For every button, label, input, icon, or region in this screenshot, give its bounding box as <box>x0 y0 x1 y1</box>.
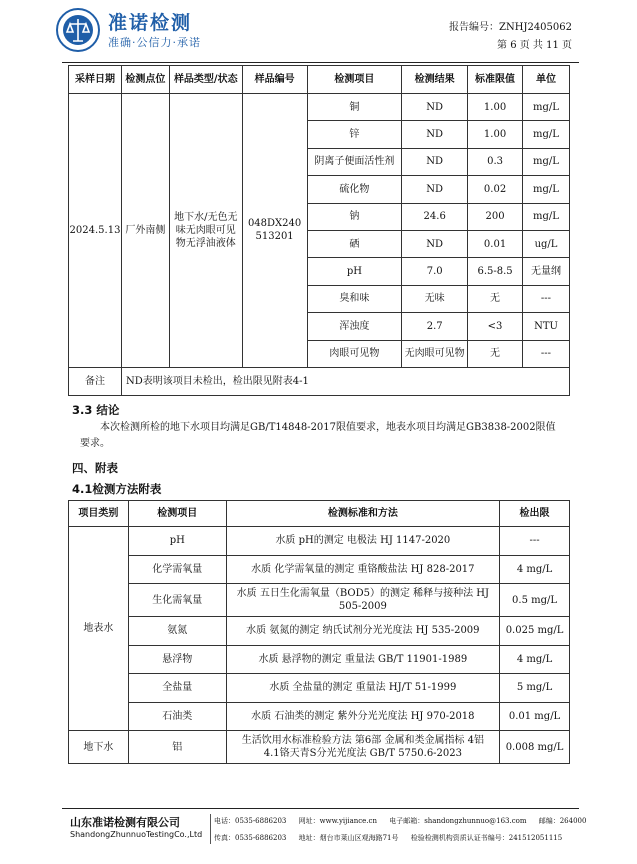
footer-phone: 电话：0535-6886203 <box>214 817 287 825</box>
test-item: 硒 <box>307 230 402 257</box>
method-standard: 水质 化学需氧量的测定 重铬酸盐法 HJ 828-2017 <box>226 555 499 584</box>
table-row <box>69 674 570 703</box>
report-number: 报告编号：ZNHJ2405062 <box>449 22 572 33</box>
col-header: 样品类型/状态 <box>169 66 242 94</box>
category-groundwater: 地下水 <box>69 731 129 764</box>
category-surface-water: 地表水 <box>69 527 129 731</box>
footer-email: 电子邮箱：shandongzhunnuo@163.com <box>389 817 527 825</box>
test-item: 铜 <box>307 94 402 121</box>
footer-website: 网址：www.yijiance.cn <box>298 817 377 825</box>
test-item: 臭和味 <box>307 285 402 312</box>
table-header-row <box>69 66 570 94</box>
method-item: 铝 <box>128 731 226 764</box>
conclusion-text: 本次检测所检的地下水项目均满足GB/T14848-2017限值要求，地表水项目均满足GB3838-2002限值要求。 <box>80 422 556 449</box>
test-results-table <box>68 65 570 396</box>
detection-limit: 0.008 mg/L <box>500 731 570 764</box>
unit: mg/L <box>523 148 570 175</box>
footer-cert: 检验检测机构资质认证书编号：241512051115 <box>410 834 563 842</box>
test-result: 24.6 <box>402 203 468 230</box>
test-result: ND <box>402 230 468 257</box>
method-item: 悬浮物 <box>128 645 226 674</box>
test-item: 肉眼可见物 <box>307 340 402 367</box>
footer-postcode: 邮编：264000 <box>538 817 587 825</box>
method-item: 氨氮 <box>128 617 226 646</box>
unit: --- <box>523 285 570 312</box>
sampling-date: 2024.5.13 <box>69 94 122 368</box>
table-row <box>69 584 570 617</box>
test-result: ND <box>402 176 468 203</box>
method-standard: 水质 全盐量的测定 重量法 HJ/T 51-1999 <box>226 674 499 703</box>
col-header: 单位 <box>523 66 570 94</box>
col-header: 标准限值 <box>468 66 523 94</box>
footer-divider <box>62 808 579 809</box>
unit: mg/L <box>523 176 570 203</box>
test-item: 锌 <box>307 121 402 148</box>
footer-company-name: 山东准诺检测有限公司 <box>70 816 180 829</box>
brand-slogan: 准确·公信力·承诺 <box>108 36 201 49</box>
standard-limit: 0.01 <box>468 230 523 257</box>
footer-fax: 传真：0535-6886203 <box>214 834 287 842</box>
test-result: 7.0 <box>402 258 468 285</box>
col-header: 采样日期 <box>69 66 122 94</box>
standard-limit: 无 <box>468 285 523 312</box>
method-item: 全盐量 <box>128 674 226 703</box>
standard-limit: 1.00 <box>468 94 523 121</box>
detection-limit: 0.01 mg/L <box>500 702 570 731</box>
method-item: 化学需氧量 <box>128 555 226 584</box>
method-standard: 水质 pH的测定 电极法 HJ 1147-2020 <box>226 527 499 556</box>
footer-company-name-en: ShandongZhunnuoTestingCo.,Ltd <box>70 830 203 839</box>
header-divider <box>62 62 579 63</box>
test-item: 钠 <box>307 203 402 230</box>
unit: mg/L <box>523 94 570 121</box>
section-3-3-title: 3.3 结论 <box>72 403 120 417</box>
table-row <box>69 702 570 731</box>
sampling-location: 厂外南侧 <box>121 94 169 368</box>
col-header: 检测项目 <box>128 501 226 527</box>
test-item: 硫化物 <box>307 176 402 203</box>
test-result: ND <box>402 121 468 148</box>
col-header: 项目类别 <box>69 501 129 527</box>
section-4-1-title: 4.1检测方法附表 <box>72 482 162 496</box>
note-label: 备注 <box>69 367 122 395</box>
unit: NTU <box>523 313 570 340</box>
test-result: 无肉眼可见物 <box>402 340 468 367</box>
footer-address-row <box>214 833 572 843</box>
method-item: 生化需氧量 <box>128 584 226 617</box>
detection-limit: 0.025 mg/L <box>500 617 570 646</box>
table-row <box>69 555 570 584</box>
standard-limit: 无 <box>468 340 523 367</box>
table-row <box>69 731 570 764</box>
detection-limit: 5 mg/L <box>500 674 570 703</box>
unit: ug/L <box>523 230 570 257</box>
method-item: 石油类 <box>128 702 226 731</box>
col-header: 检出限 <box>500 501 570 527</box>
method-standard: 水质 石油类的测定 紫外分光光度法 HJ 970-2018 <box>226 702 499 731</box>
standard-limit: 0.02 <box>468 176 523 203</box>
test-item: pH <box>307 258 402 285</box>
standard-limit: 200 <box>468 203 523 230</box>
sample-type: 地下水/无色无味无肉眼可见物无浮油液体 <box>169 94 242 368</box>
sample-number: 048DX240513201 <box>242 94 307 368</box>
footer-contact-row <box>214 816 596 826</box>
detection-limit: 0.5 mg/L <box>500 584 570 617</box>
unit: 无量纲 <box>523 258 570 285</box>
test-result: ND <box>402 94 468 121</box>
method-standard: 生活饮用水标准检验方法 第6部 金属和类金属指标 4铝 4.1铬天青S分光光度法 GB/T 5750.6-2023 <box>226 731 499 764</box>
company-logo-icon <box>56 8 100 52</box>
standard-limit: 1.00 <box>468 121 523 148</box>
method-standard: 水质 悬浮物的测定 重量法 GB/T 11901-1989 <box>226 645 499 674</box>
method-standard: 水质 五日生化需氧量（BOD5）的测定 稀释与接种法 HJ 505-2009 <box>226 584 499 617</box>
detection-limit: 4 mg/L <box>500 555 570 584</box>
col-header: 检测结果 <box>402 66 468 94</box>
standard-limit: 0.3 <box>468 148 523 175</box>
standard-limit: 6.5-8.5 <box>468 258 523 285</box>
test-result: ND <box>402 148 468 175</box>
col-header: 检测项目 <box>307 66 402 94</box>
page-info: 第 6 页 共 11 页 <box>497 40 572 51</box>
table-row <box>69 94 570 121</box>
footer-address: 地址：烟台市莱山区观海路71号 <box>298 834 399 842</box>
table-row <box>69 617 570 646</box>
test-item: 浑浊度 <box>307 313 402 340</box>
brand-name: 准诺检测 <box>108 12 193 34</box>
test-item: 阴离子便面活性剂 <box>307 148 402 175</box>
col-header: 样品编号 <box>242 66 307 94</box>
unit: --- <box>523 340 570 367</box>
page-header <box>0 0 637 60</box>
unit: mg/L <box>523 203 570 230</box>
table-header-row <box>69 501 570 527</box>
section-4-title: 四、附表 <box>72 461 118 475</box>
standard-limit: <3 <box>468 313 523 340</box>
table-row <box>69 645 570 674</box>
methods-table <box>68 500 570 764</box>
method-standard: 水质 氨氮的测定 纳氏试剂分光光度法 HJ 535-2009 <box>226 617 499 646</box>
detection-limit: 4 mg/L <box>500 645 570 674</box>
note-row <box>69 367 570 395</box>
detection-limit: --- <box>500 527 570 556</box>
test-result: 无味 <box>402 285 468 312</box>
col-header: 检测点位 <box>121 66 169 94</box>
col-header: 检测标准和方法 <box>226 501 499 527</box>
footer-separator <box>210 814 211 844</box>
method-item: pH <box>128 527 226 556</box>
table-row <box>69 527 570 556</box>
note-text: ND表明该项目未检出，检出限见附表4-1 <box>121 367 569 395</box>
test-result: 2.7 <box>402 313 468 340</box>
unit: mg/L <box>523 121 570 148</box>
